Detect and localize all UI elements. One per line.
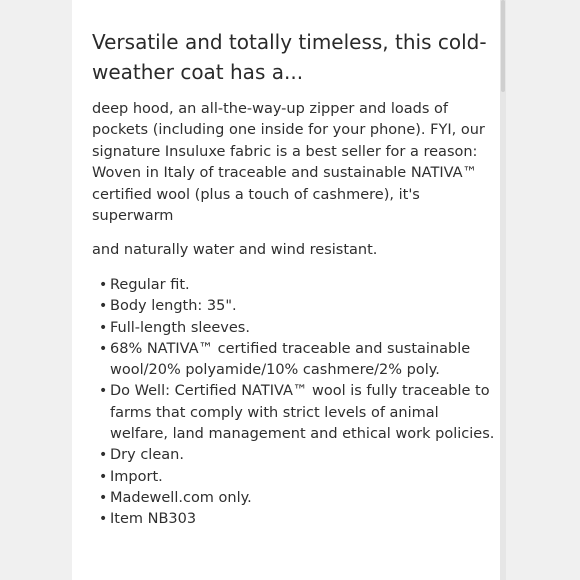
spec-text: Madewell.com only.: [110, 489, 252, 506]
spec-text: 68% NATIVA™ certified traceable and sustainable wool/20% polyamide/10% cashmere/2% poly.: [110, 340, 471, 379]
spec-item: [92, 488, 497, 509]
bullet-icon: •: [99, 447, 108, 464]
spec-text: Dry clean.: [110, 447, 184, 464]
bullet-icon: •: [99, 511, 108, 528]
spec-text: Import.: [110, 468, 163, 485]
spec-item: [92, 296, 497, 317]
bullet-icon: •: [99, 468, 108, 485]
product-description-panel: [72, 0, 500, 580]
spec-item: [92, 509, 497, 530]
spec-text: Regular fit.: [110, 277, 190, 293]
product-headline: Versatile and totally timeless, this cold-weather coat has a...: [92, 30, 487, 84]
product-description: deep hood, an all-the-way-up zipper and loads of pockets (including one inside for your phone). FYI, our signature Insuluxe fabric is a best seller for a reason: Woven in Italy of traceable and sustainable NATIVA™ certified wool (plus a touch of cashmere), it's superwarm: [92, 101, 485, 225]
spec-item: [92, 318, 497, 339]
bullet-icon: •: [99, 319, 108, 336]
spec-item: [92, 467, 497, 488]
bullet-icon: •: [99, 277, 108, 293]
spec-item: [92, 381, 497, 445]
spec-text: Full-length sleeves.: [110, 319, 250, 336]
bullet-icon: •: [99, 340, 108, 357]
bullet-icon: •: [99, 383, 108, 400]
spec-text: Do Well: Certified NATIVA™ wool is fully traceable to farms that comply with strict levels of animal welfare, land management and ethical work policies.: [110, 383, 495, 443]
spec-item: [92, 339, 497, 382]
spec-item: [92, 275, 497, 296]
bullet-icon: •: [99, 489, 108, 506]
product-description-continued: and naturally water and wind resistant.: [92, 242, 378, 258]
product-specs-list: [92, 275, 497, 531]
scrollbar-thumb[interactable]: [501, 0, 505, 92]
bullet-icon: •: [99, 298, 108, 315]
spec-text: Item NB303: [110, 511, 197, 528]
spec-item: [92, 445, 497, 466]
spec-text: Body length: 35".: [110, 298, 237, 315]
